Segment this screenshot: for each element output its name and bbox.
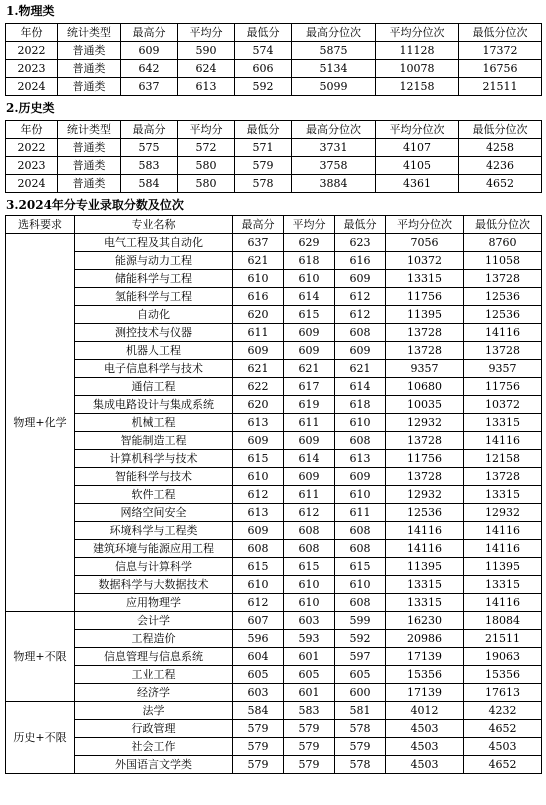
table-cell: 621 — [233, 252, 284, 270]
table-cell: 618 — [284, 252, 335, 270]
table-cell: 11756 — [464, 378, 542, 396]
header-row — [6, 216, 542, 234]
table-cell: 4503 — [464, 738, 542, 756]
table-cell: 624 — [178, 60, 235, 78]
table-cell: 4652 — [464, 756, 542, 774]
major-row — [6, 684, 542, 702]
table-cell: 4236 — [459, 157, 542, 175]
table-cell: 4652 — [464, 720, 542, 738]
table-cell: 14116 — [464, 594, 542, 612]
table-cell: 637 — [233, 234, 284, 252]
major-row — [6, 306, 542, 324]
table-cell: 4232 — [464, 702, 542, 720]
table-cell: 610 — [335, 486, 386, 504]
column-header: 平均分位次 — [386, 216, 464, 234]
table-cell: 13728 — [386, 324, 464, 342]
table-cell: 618 — [335, 396, 386, 414]
major-name: 机器人工程 — [75, 342, 233, 360]
table-cell: 571 — [235, 139, 292, 157]
table-cell: 普通类 — [58, 139, 121, 157]
table-cell: 614 — [335, 378, 386, 396]
table-cell: 607 — [233, 612, 284, 630]
table-cell: 621 — [284, 360, 335, 378]
table-cell: 609 — [335, 342, 386, 360]
major-row — [6, 756, 542, 774]
table-cell: 621 — [233, 360, 284, 378]
table-cell: 615 — [284, 306, 335, 324]
subject-requirement: 历史+不限 — [6, 702, 75, 774]
table-cell: 608 — [335, 522, 386, 540]
table-cell: 579 — [284, 720, 335, 738]
table-cell: 2024 — [6, 175, 58, 193]
table-cell: 610 — [233, 468, 284, 486]
table-cell: 13315 — [464, 576, 542, 594]
major-row — [6, 270, 542, 288]
table-cell: 12932 — [464, 504, 542, 522]
table-cell: 599 — [335, 612, 386, 630]
major-name: 外国语言文学类 — [75, 756, 233, 774]
major-name: 网络空间安全 — [75, 504, 233, 522]
major-name: 电气工程及其自动化 — [75, 234, 233, 252]
table-cell: 11128 — [376, 42, 459, 60]
table-cell: 10372 — [386, 252, 464, 270]
column-header: 最低分位次 — [459, 24, 542, 42]
table-cell: 13315 — [386, 576, 464, 594]
table-cell: 601 — [284, 684, 335, 702]
table-cell: 612 — [335, 288, 386, 306]
table-cell: 3758 — [292, 157, 376, 175]
table-cell: 5875 — [292, 42, 376, 60]
table-cell: 622 — [233, 378, 284, 396]
table-cell: 14116 — [464, 432, 542, 450]
column-header: 最低分 — [235, 121, 292, 139]
major-name: 通信工程 — [75, 378, 233, 396]
table-cell: 普通类 — [58, 60, 121, 78]
physics-row — [6, 78, 542, 96]
table-cell: 15356 — [386, 666, 464, 684]
table-cell: 575 — [121, 139, 178, 157]
major-name: 测控技术与仪器 — [75, 324, 233, 342]
table-cell: 579 — [233, 756, 284, 774]
table-cell: 17139 — [386, 648, 464, 666]
table-cell: 3731 — [292, 139, 376, 157]
table-cell: 15356 — [464, 666, 542, 684]
history-row — [6, 157, 542, 175]
table-cell: 12536 — [386, 504, 464, 522]
table-cell: 611 — [233, 324, 284, 342]
table-cell: 593 — [284, 630, 335, 648]
table-cell: 615 — [284, 558, 335, 576]
table-cell: 609 — [233, 342, 284, 360]
table-cell: 609 — [233, 522, 284, 540]
table-cell: 11058 — [464, 252, 542, 270]
table-cell: 11395 — [464, 558, 542, 576]
history-row — [6, 175, 542, 193]
table-cell: 8760 — [464, 234, 542, 252]
major-name: 储能科学与工程 — [75, 270, 233, 288]
major-name: 计算机科学与技术 — [75, 450, 233, 468]
major-row — [6, 378, 542, 396]
major-row — [6, 594, 542, 612]
column-header: 平均分 — [178, 121, 235, 139]
table-cell: 590 — [178, 42, 235, 60]
column-header: 统计类型 — [58, 121, 121, 139]
table-cell: 4652 — [459, 175, 542, 193]
table-cell: 12536 — [464, 306, 542, 324]
table-cell: 10078 — [376, 60, 459, 78]
table-cell: 14116 — [464, 540, 542, 558]
major-row — [6, 666, 542, 684]
column-header: 最高分位次 — [292, 24, 376, 42]
table-cell: 605 — [233, 666, 284, 684]
table-cell: 610 — [284, 594, 335, 612]
table-cell: 615 — [233, 558, 284, 576]
major-row — [6, 648, 542, 666]
table-cell: 13315 — [464, 486, 542, 504]
column-header: 最低分位次 — [464, 216, 542, 234]
table-cell: 2024 — [6, 78, 58, 96]
major-row — [6, 360, 542, 378]
table-cell: 21511 — [459, 78, 542, 96]
table-cell: 609 — [233, 432, 284, 450]
table-cell: 13728 — [386, 342, 464, 360]
table-cell: 14116 — [386, 522, 464, 540]
column-header: 统计类型 — [58, 24, 121, 42]
major-name: 氢能科学与工程 — [75, 288, 233, 306]
major-name: 智能科学与技术 — [75, 468, 233, 486]
table-cell: 13728 — [464, 468, 542, 486]
table-cell: 2023 — [6, 60, 58, 78]
major-name: 能源与动力工程 — [75, 252, 233, 270]
table-cell: 14116 — [464, 522, 542, 540]
major-name: 信息管理与信息系统 — [75, 648, 233, 666]
major-name: 电子信息科学与技术 — [75, 360, 233, 378]
table-cell: 2022 — [6, 42, 58, 60]
table-cell: 584 — [233, 702, 284, 720]
table-cell: 612 — [335, 306, 386, 324]
table-cell: 普通类 — [58, 175, 121, 193]
column-header: 最低分 — [235, 24, 292, 42]
major-row — [6, 738, 542, 756]
table-cell: 606 — [235, 60, 292, 78]
table-cell: 7056 — [386, 234, 464, 252]
table-cell: 2023 — [6, 157, 58, 175]
table-cell: 9357 — [386, 360, 464, 378]
table-cell: 611 — [335, 504, 386, 522]
column-header: 最低分 — [335, 216, 386, 234]
column-header: 选科要求 — [6, 216, 75, 234]
major-name: 法学 — [75, 702, 233, 720]
table-cell: 13315 — [386, 594, 464, 612]
table-cell: 18084 — [464, 612, 542, 630]
major-row — [6, 522, 542, 540]
table-cell: 609 — [284, 468, 335, 486]
table-cell: 616 — [233, 288, 284, 306]
major-row — [6, 288, 542, 306]
column-header: 最高分位次 — [292, 121, 376, 139]
table-cell: 608 — [284, 540, 335, 558]
major-row — [6, 396, 542, 414]
major-row — [6, 558, 542, 576]
major-name: 智能制造工程 — [75, 432, 233, 450]
table-cell: 610 — [233, 576, 284, 594]
major-row — [6, 414, 542, 432]
column-header: 最低分位次 — [459, 121, 542, 139]
table-cell: 10035 — [386, 396, 464, 414]
table-cell: 610 — [335, 576, 386, 594]
table-cell: 609 — [121, 42, 178, 60]
table-cell: 2022 — [6, 139, 58, 157]
major-row — [6, 540, 542, 558]
table-cell: 614 — [284, 288, 335, 306]
table-cell: 4105 — [376, 157, 459, 175]
table-cell: 4012 — [386, 702, 464, 720]
table-cell: 3884 — [292, 175, 376, 193]
table-cell: 603 — [284, 612, 335, 630]
physics-score-table — [5, 23, 542, 96]
table-cell: 619 — [284, 396, 335, 414]
major-score-table — [5, 215, 542, 774]
table-cell: 11395 — [386, 558, 464, 576]
major-name: 会计学 — [75, 612, 233, 630]
table-cell: 12158 — [464, 450, 542, 468]
column-header: 最高分 — [121, 121, 178, 139]
major-row — [6, 702, 542, 720]
table-cell: 612 — [284, 504, 335, 522]
table-cell: 普通类 — [58, 78, 121, 96]
column-header: 年份 — [6, 121, 58, 139]
table-cell: 4361 — [376, 175, 459, 193]
table-cell: 642 — [121, 60, 178, 78]
table-cell: 579 — [284, 738, 335, 756]
table-cell: 21511 — [464, 630, 542, 648]
table-cell: 17139 — [386, 684, 464, 702]
major-row — [6, 468, 542, 486]
table-cell: 608 — [284, 522, 335, 540]
table-cell: 608 — [335, 540, 386, 558]
table-cell: 608 — [335, 594, 386, 612]
table-cell: 普通类 — [58, 157, 121, 175]
table-cell: 578 — [235, 175, 292, 193]
table-cell: 605 — [335, 666, 386, 684]
table-cell: 620 — [233, 396, 284, 414]
history-row — [6, 139, 542, 157]
major-name: 社会工作 — [75, 738, 233, 756]
table-cell: 10372 — [464, 396, 542, 414]
column-header: 平均分位次 — [376, 24, 459, 42]
table-cell: 610 — [284, 576, 335, 594]
table-cell: 615 — [335, 558, 386, 576]
major-name: 工程造价 — [75, 630, 233, 648]
table-cell: 615 — [233, 450, 284, 468]
column-header: 年份 — [6, 24, 58, 42]
table-cell: 623 — [335, 234, 386, 252]
table-cell: 609 — [284, 342, 335, 360]
major-row — [6, 234, 542, 252]
table-cell: 572 — [178, 139, 235, 157]
major-name: 软件工程 — [75, 486, 233, 504]
table-cell: 4258 — [459, 139, 542, 157]
table-cell: 普通类 — [58, 42, 121, 60]
column-header: 平均分位次 — [376, 121, 459, 139]
column-header: 专业名称 — [75, 216, 233, 234]
table-cell: 612 — [233, 594, 284, 612]
table-cell: 629 — [284, 234, 335, 252]
physics-section-title: 1.物理类 — [6, 4, 55, 18]
table-cell: 13315 — [386, 270, 464, 288]
table-cell: 609 — [284, 432, 335, 450]
table-cell: 583 — [121, 157, 178, 175]
table-cell: 604 — [233, 648, 284, 666]
major-name: 应用物理学 — [75, 594, 233, 612]
major-name: 行政管理 — [75, 720, 233, 738]
column-header: 最高分 — [121, 24, 178, 42]
table-cell: 13728 — [464, 342, 542, 360]
table-cell: 580 — [178, 175, 235, 193]
major-row — [6, 342, 542, 360]
major-name: 环境科学与工程类 — [75, 522, 233, 540]
subject-requirement: 物理+不限 — [6, 612, 75, 702]
major-name: 自动化 — [75, 306, 233, 324]
table-cell: 578 — [335, 720, 386, 738]
major-name: 信息与计算科学 — [75, 558, 233, 576]
major-name: 建筑环境与能源应用工程 — [75, 540, 233, 558]
table-cell: 11756 — [386, 288, 464, 306]
major-name: 工业工程 — [75, 666, 233, 684]
header-row — [6, 24, 542, 42]
table-cell: 10680 — [386, 378, 464, 396]
column-header: 平均分 — [178, 24, 235, 42]
table-cell: 608 — [335, 324, 386, 342]
header-row — [6, 121, 542, 139]
major-row — [6, 720, 542, 738]
table-cell: 603 — [233, 684, 284, 702]
major-row — [6, 324, 542, 342]
physics-row — [6, 42, 542, 60]
major-name: 数据科学与大数据技术 — [75, 576, 233, 594]
table-cell: 579 — [335, 738, 386, 756]
major-row — [6, 252, 542, 270]
table-cell: 608 — [335, 432, 386, 450]
table-cell: 579 — [233, 738, 284, 756]
table-cell: 597 — [335, 648, 386, 666]
table-cell: 13315 — [464, 414, 542, 432]
table-cell: 620 — [233, 306, 284, 324]
major-row — [6, 450, 542, 468]
table-cell: 14116 — [464, 324, 542, 342]
table-cell: 12932 — [386, 414, 464, 432]
table-cell: 621 — [335, 360, 386, 378]
table-cell: 609 — [335, 270, 386, 288]
table-cell: 13728 — [386, 432, 464, 450]
table-cell: 613 — [178, 78, 235, 96]
major-row — [6, 504, 542, 522]
table-cell: 612 — [233, 486, 284, 504]
table-cell: 592 — [335, 630, 386, 648]
table-cell: 637 — [121, 78, 178, 96]
table-cell: 617 — [284, 378, 335, 396]
table-cell: 4503 — [386, 738, 464, 756]
table-cell: 13728 — [464, 270, 542, 288]
major-row — [6, 612, 542, 630]
table-cell: 583 — [284, 702, 335, 720]
physics-row — [6, 60, 542, 78]
table-cell: 614 — [284, 450, 335, 468]
table-cell: 5134 — [292, 60, 376, 78]
table-cell: 4107 — [376, 139, 459, 157]
major-name: 经济学 — [75, 684, 233, 702]
table-cell: 17613 — [464, 684, 542, 702]
table-cell: 611 — [284, 414, 335, 432]
table-cell: 4503 — [386, 720, 464, 738]
table-cell: 613 — [335, 450, 386, 468]
table-cell: 596 — [233, 630, 284, 648]
table-cell: 610 — [335, 414, 386, 432]
major-row — [6, 486, 542, 504]
table-cell: 12932 — [386, 486, 464, 504]
table-cell: 14116 — [386, 540, 464, 558]
major-section-title: 3.2024年分专业录取分数及位次 — [6, 198, 184, 212]
table-cell: 574 — [235, 42, 292, 60]
table-cell: 12536 — [464, 288, 542, 306]
table-cell: 580 — [178, 157, 235, 175]
column-header: 最高分 — [233, 216, 284, 234]
table-cell: 610 — [233, 270, 284, 288]
major-name: 集成电路设计与集成系统 — [75, 396, 233, 414]
table-cell: 9357 — [464, 360, 542, 378]
table-cell: 19063 — [464, 648, 542, 666]
table-cell: 605 — [284, 666, 335, 684]
table-cell: 616 — [335, 252, 386, 270]
history-score-table — [5, 120, 542, 193]
table-cell: 11395 — [386, 306, 464, 324]
table-cell: 579 — [284, 756, 335, 774]
table-cell: 4503 — [386, 756, 464, 774]
table-cell: 12158 — [376, 78, 459, 96]
table-cell: 581 — [335, 702, 386, 720]
table-cell: 584 — [121, 175, 178, 193]
history-section-title: 2.历史类 — [6, 101, 55, 115]
table-cell: 5099 — [292, 78, 376, 96]
table-cell: 20986 — [386, 630, 464, 648]
table-cell: 600 — [335, 684, 386, 702]
table-cell: 579 — [235, 157, 292, 175]
table-cell: 17372 — [459, 42, 542, 60]
major-row — [6, 432, 542, 450]
table-cell: 13728 — [386, 468, 464, 486]
major-row — [6, 630, 542, 648]
table-cell: 610 — [284, 270, 335, 288]
table-cell: 609 — [335, 468, 386, 486]
table-cell: 611 — [284, 486, 335, 504]
table-cell: 613 — [233, 504, 284, 522]
table-cell: 579 — [233, 720, 284, 738]
major-name: 机械工程 — [75, 414, 233, 432]
table-cell: 601 — [284, 648, 335, 666]
table-cell: 609 — [284, 324, 335, 342]
table-cell: 592 — [235, 78, 292, 96]
table-cell: 608 — [233, 540, 284, 558]
table-cell: 16230 — [386, 612, 464, 630]
subject-requirement: 物理+化学 — [6, 234, 75, 612]
major-row — [6, 576, 542, 594]
table-cell: 578 — [335, 756, 386, 774]
table-cell: 613 — [233, 414, 284, 432]
table-cell: 11756 — [386, 450, 464, 468]
column-header: 平均分 — [284, 216, 335, 234]
table-cell: 16756 — [459, 60, 542, 78]
